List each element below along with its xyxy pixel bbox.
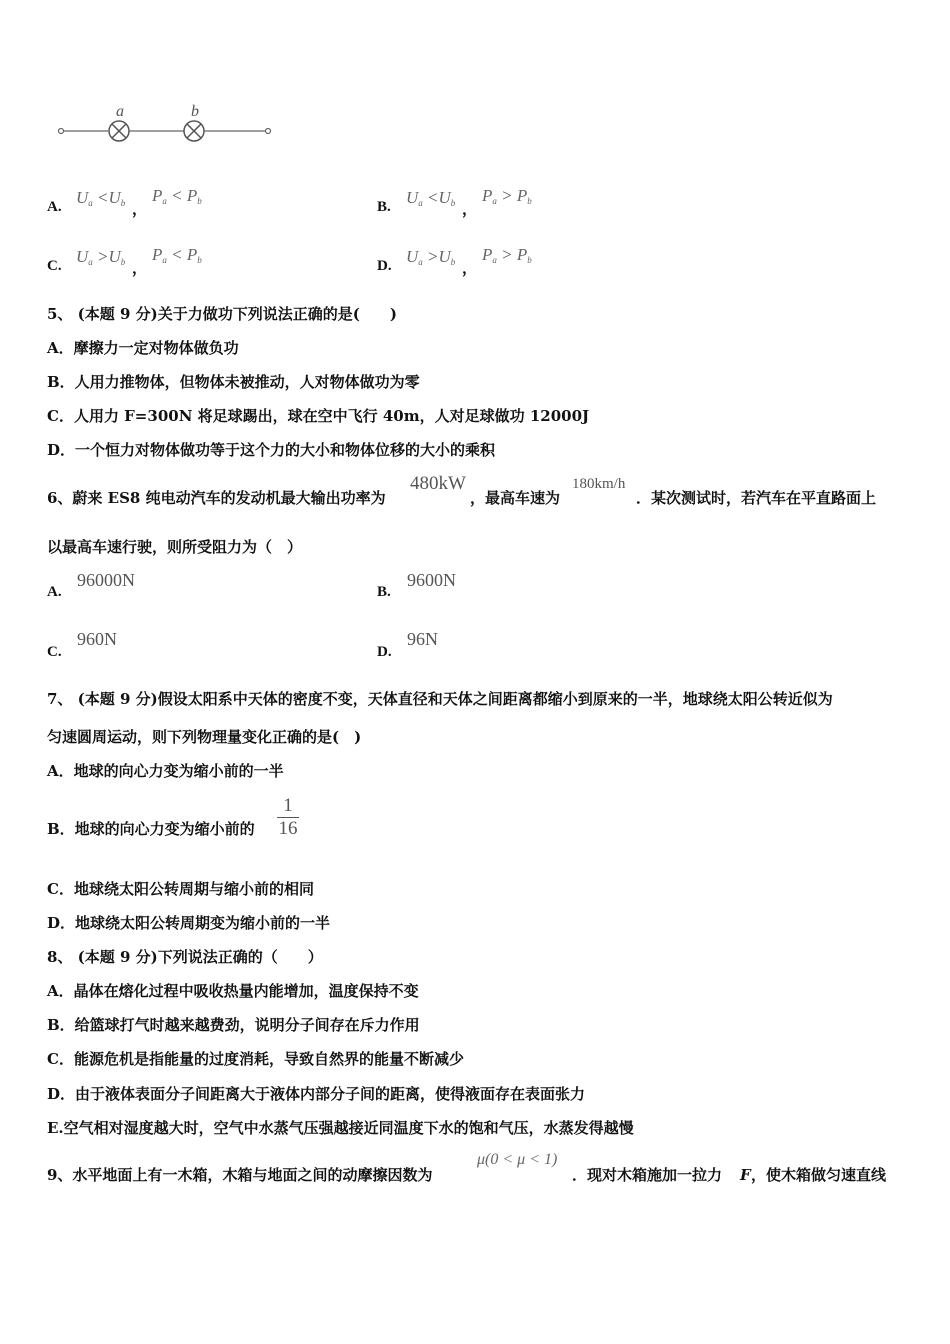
q9-stem-part2: ．现对木箱施加一拉力 <box>572 1166 723 1184</box>
q7-option-b-fraction: 1 16 <box>278 795 298 839</box>
q5-option-c: C．人用力 F=300N 将足球踢出，球在空中飞行 40m，人对足球做功 12000J <box>47 407 590 425</box>
q7-option-c: C．地球绕太阳公转周期与缩小前的相同 <box>47 880 314 898</box>
circuit-diagram <box>50 98 280 148</box>
q7-option-a: A．地球的向心力变为缩小前的一半 <box>47 762 284 780</box>
q9-force: F <box>740 1166 751 1184</box>
q5-option-a: A．摩擦力一定对物体做负功 <box>47 339 239 357</box>
q6-stem-line2: 以最高车速行驶，则所受阻力为（ ） <box>47 538 303 556</box>
q7-stem-line1: 7、 (本题 9 分)假设太阳系中天体的密度不变，天体直径和天体之间距离都缩小到原来的一半，地球绕太阳公转近似为 <box>47 690 833 708</box>
q7-option-b: B．地球的向心力变为缩小前的 <box>47 820 255 838</box>
q8-option-c: C．能源危机是指能量的过度消耗，导致自然界的能量不断减少 <box>47 1050 464 1068</box>
lamp-a-icon <box>109 121 129 141</box>
q7-option-d: D．地球绕太阳公转周期变为缩小前的一半 <box>47 914 331 932</box>
q9-mu: μ(0 < μ < 1) <box>477 1151 558 1168</box>
q7-stem-line2: 匀速圆周运动，则下列物理量变化正确的是( ) <box>47 728 362 746</box>
q5-option-b: B．人用力推物体，但物体未被推动，人对物体做功为零 <box>47 373 420 391</box>
q8-option-e: E.空气相对湿度越大时，空气中水蒸气压强越接近同温度下水的饱和气压，水蒸发得越慢 <box>47 1119 634 1137</box>
q6-power: 480kW <box>410 473 466 494</box>
q6-speed: 180km/h <box>572 476 626 492</box>
label-b: b <box>191 103 199 120</box>
q6-stem-part3: ．某次测试时，若汽车在平直路面上 <box>636 489 877 507</box>
q8-option-d: D．由于液体表面分子间距离大于液体内部分子间的距离，使得液面存在表面张力 <box>47 1085 586 1103</box>
q6-stem-part2: ，最高车速为 <box>470 489 561 507</box>
q5-stem: 5、 (本题 9 分)关于力做功下列说法正确的是( ) <box>47 305 397 323</box>
q8-option-a: A．晶体在熔化过程中吸收热量内能增加，温度保持不变 <box>47 982 419 1000</box>
q9-stem-part1: 9、水平地面上有一木箱，木箱与地面之间的动摩擦因数为 <box>47 1166 433 1184</box>
lamp-b-icon <box>184 121 204 141</box>
q6-stem-part1: 6、蔚来 ES8 纯电动汽车的发动机最大输出功率为 <box>47 489 386 507</box>
q8-option-b: B．给篮球打气时越来越费劲，说明分子间存在斥力作用 <box>47 1016 420 1034</box>
q8-stem: 8、 (本题 9 分)下列说法正确的（ ） <box>47 948 323 966</box>
q9-stem-part3: ，使木箱做匀速直线 <box>751 1166 887 1184</box>
q5-option-d: D．一个恒力对物体做功等于这个力的大小和物体位移的大小的乘积 <box>47 441 496 459</box>
label-a: a <box>116 103 124 120</box>
